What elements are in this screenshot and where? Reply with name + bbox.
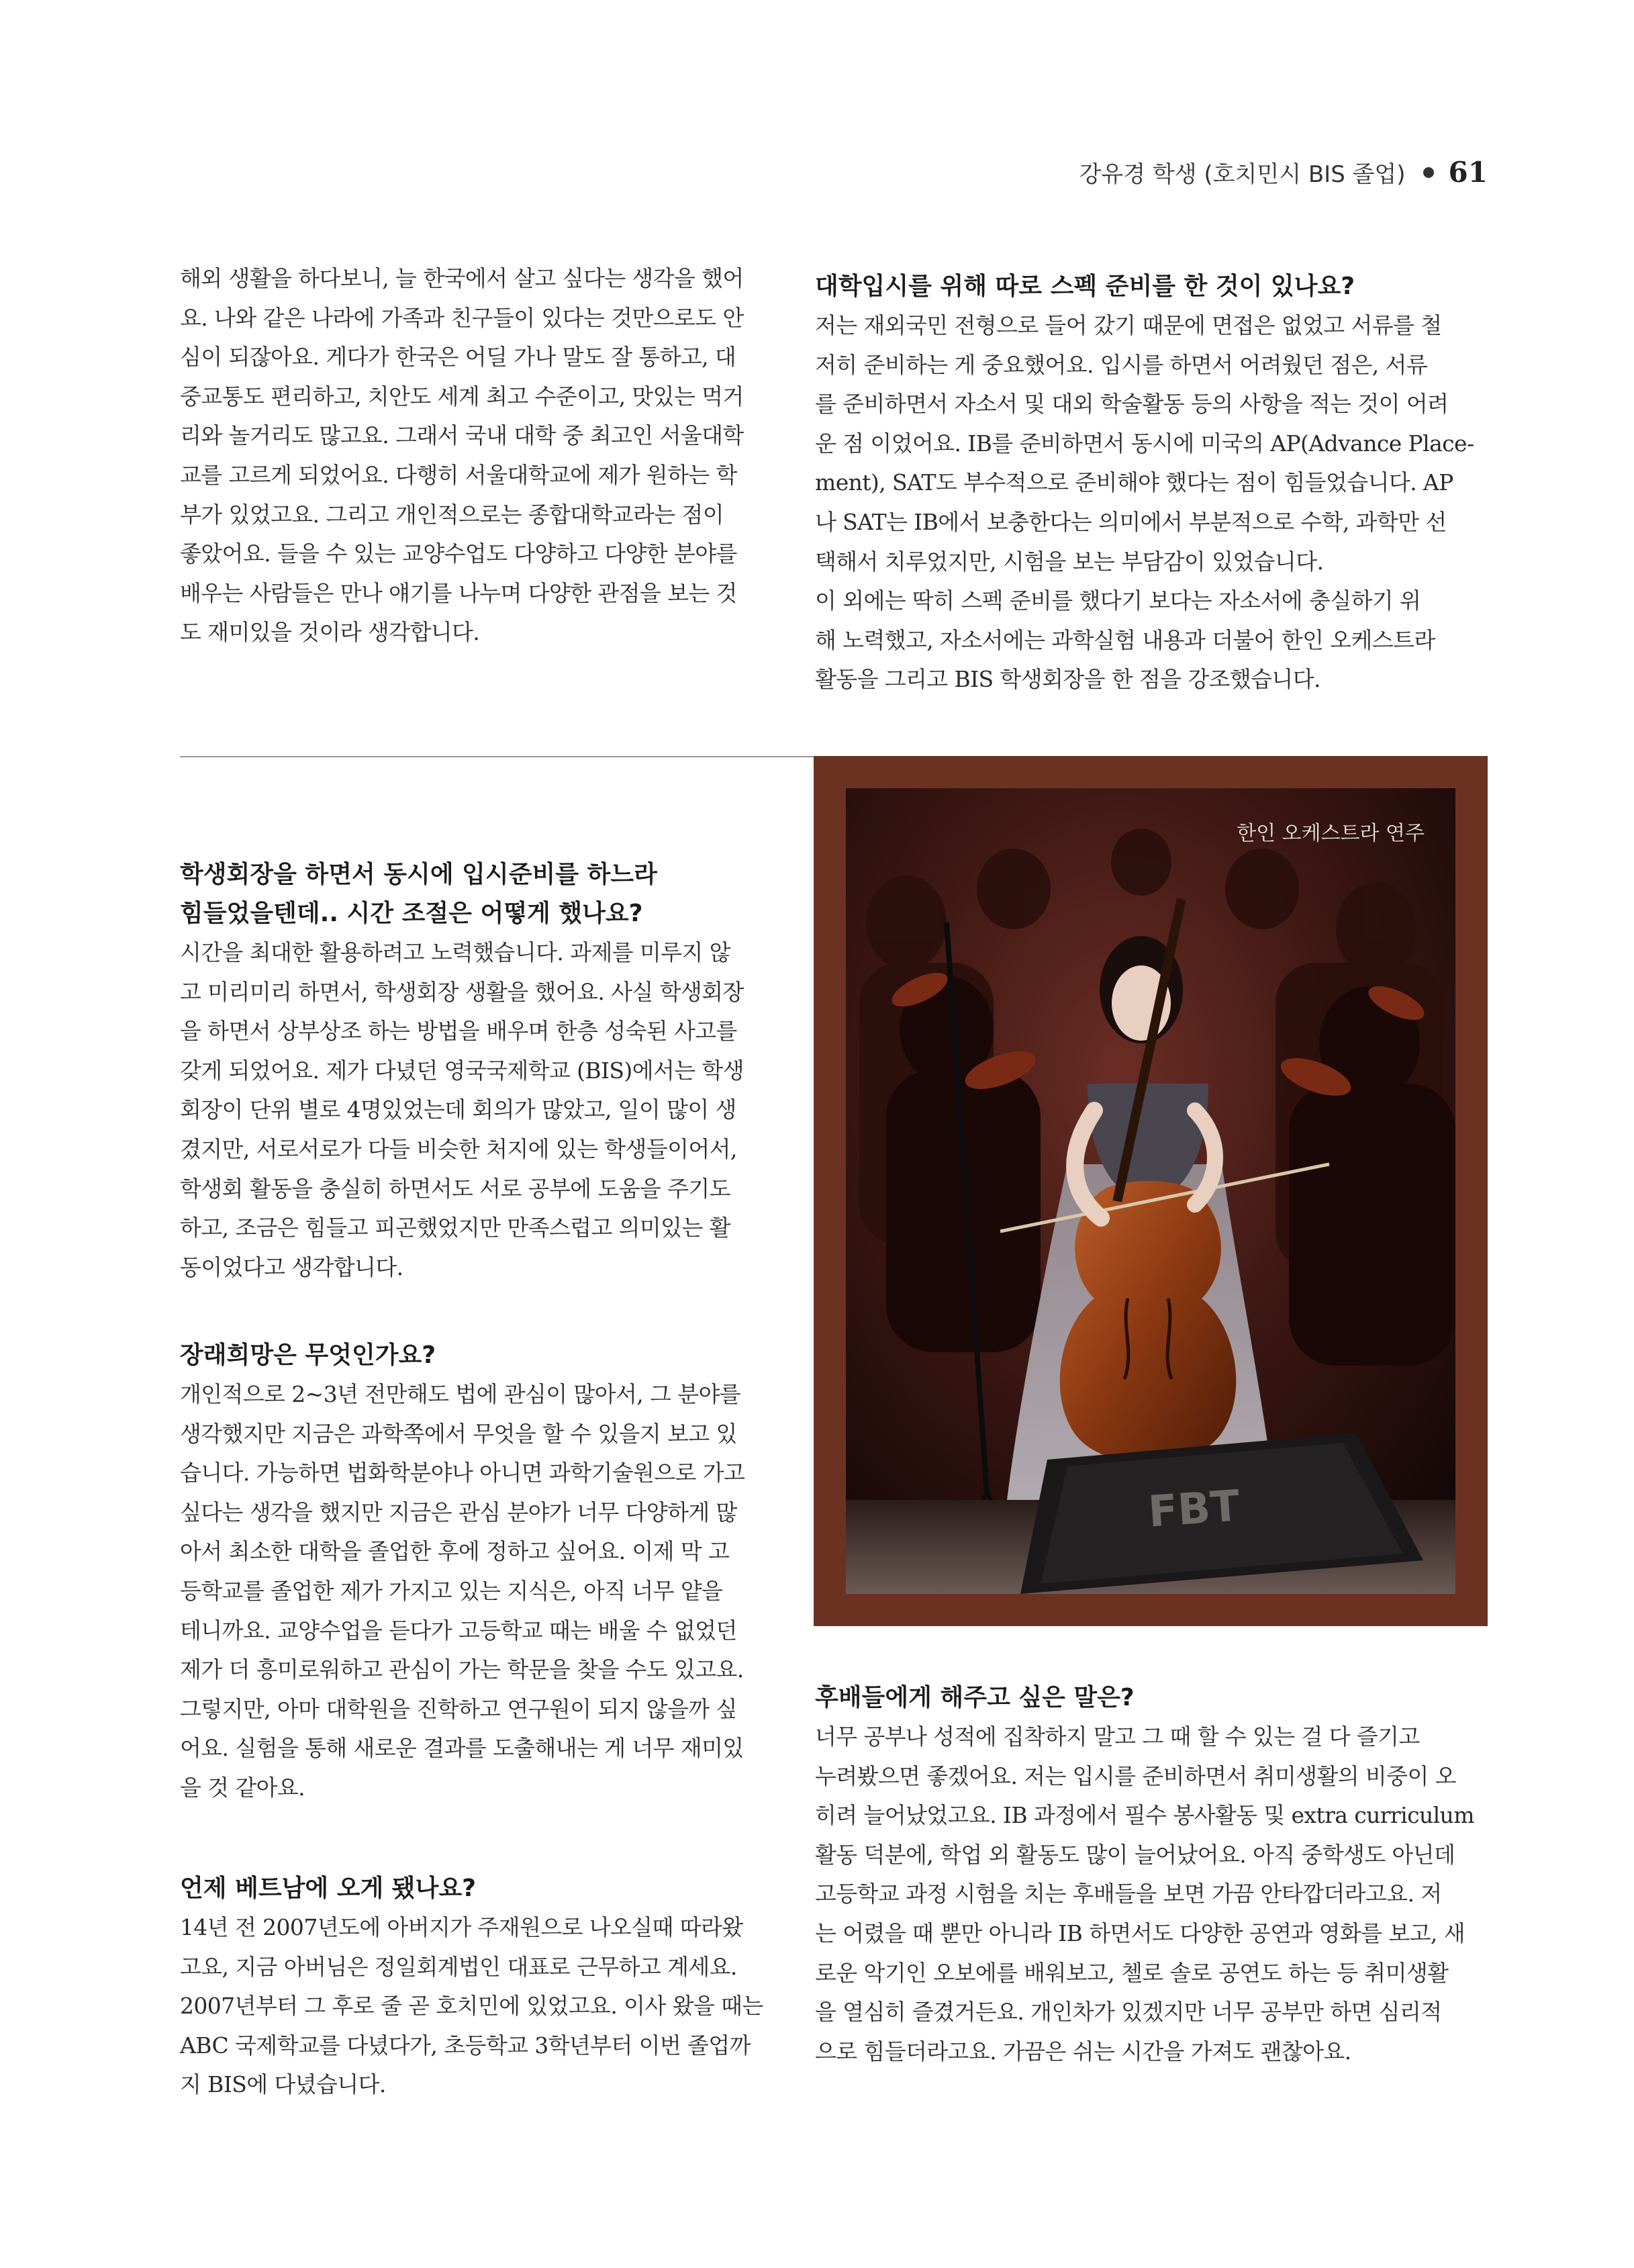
text-line: 2007년부터 그 후로 줄 곧 호치민에 있었고요. 이사 왔을 때는 [180,1993,763,2020]
text-line: 14년 전 2007년도에 아버지가 주재원으로 나오실때 따라왔 [180,1914,743,1940]
text-line: 겼지만, 서로서로가 다들 비슷한 처지에 있는 학생들이어서, [180,1135,737,1162]
text-line: 좋았어요. 들을 수 있는 교양수업도 다양하고 다양한 분야를 [180,540,737,567]
text-line: ment), SAT도 부수적으로 준비해야 했다는 점이 힘들었습니다. AP [815,469,1453,496]
answer-lines [815,1717,1488,2071]
speaker-brand-text: FBT [1147,1481,1242,1538]
intro-paragraph [180,259,771,653]
answer-lines [180,1908,771,2105]
text-line: 아서 최소한 대학을 졸업한 후에 정하고 싶어요. 이제 막 고 [180,1538,730,1565]
text-line: 습니다. 가능하면 법화학분야나 아니면 과학기술원으로 가고 [180,1460,745,1486]
text-line: 생각했지만 지금은 과학쪽에서 무엇을 할 수 있을지 보고 있 [180,1420,737,1447]
text-line: 저히 준비하는 게 중요했어요. 입시를 하면서 어려웠던 점은, 서류 [815,351,1428,378]
text-line: 이 외에는 딱히 스펙 준비를 했다기 보다는 자소서에 충실하기 위 [815,587,1421,614]
text-line: 리와 놀거리도 많고요. 그래서 국내 대학 중 최고인 서울대학 [180,422,744,449]
text-line: 부가 있었고요. 그리고 개인적으로는 종합대학교라는 점이 [180,501,724,528]
photo-caption: 한인 오케스트라 연주 [1237,822,1425,845]
text-line: 학생회 활동을 충실히 하면서도 서로 공부에 도움을 주기도 [180,1175,730,1202]
question-heading [180,855,771,933]
text-line: 활동을 그리고 BIS 학생회장을 한 점을 강조했습니다. [815,666,1320,693]
text-line: 해 노력했고, 자소서에는 과학실험 내용과 더불어 한인 오케스트라 [815,626,1435,653]
text-line: ABC 국제학교를 다녔다가, 초등학교 3학년부터 이번 졸업까 [180,2032,751,2059]
text-line: 히려 늘어났었고요. IB 과정에서 필수 봉사활동 및 extra curriculum [815,1802,1474,1829]
text-line: 제가 더 흥미로워하고 관심이 가는 학문을 찾을 수도 있고요. [180,1656,744,1683]
text-line: 고 미리미리 하면서, 학생회장 생활을 했어요. 사실 학생회장 [180,978,744,1005]
text-line: 으로 힘들더라고요. 가끔은 쉬는 시간을 가져도 괜찮아요. [815,2038,1351,2065]
text-line: 동이었다고 생각합니다. [180,1254,403,1280]
bullet-dot [1423,167,1434,178]
answer-lines [180,1375,771,1808]
text-line: 회장이 단위 별로 4명있었는데 회의가 많았고, 일이 많이 생 [180,1096,736,1123]
text-line: 하고, 조금은 힘들고 피곤했었지만 만족스럽고 의미있는 활 [180,1215,730,1241]
qa-came-to-vietnam [180,1869,771,2105]
text-line: 는 어렸을 때 뿐만 아니라 IB 하면서도 다양한 공연과 영화를 보고, 새 [815,1920,1465,1946]
qa-advice-juniors [815,1679,1488,2071]
text-line: 개인적으로 2~3년 전만해도 법에 관심이 많아서, 그 분야를 [180,1381,741,1407]
text-line: 도 재미있을 것이라 생각합니다. [180,619,480,646]
qa-student-council [180,855,771,1287]
text-line: 로운 악기인 오보에를 배워보고, 첼로 솔로 공연도 하는 등 취미생활 [815,1959,1449,1986]
text-line: 배우는 사람들은 만나 얘기를 나누며 다양한 관점을 보는 것 [180,579,737,606]
text-line: 시간을 최대한 활용하려고 노력했습니다. 과제를 미루지 않 [180,939,730,965]
text-line: 고등학교 과정 시험을 치는 후배들을 보면 가끔 안타깝더라고요. 저 [815,1881,1442,1907]
text-line: 중교통도 편리하고, 치안도 세계 최고 수준이고, 맛있는 먹거 [180,383,744,410]
text-line: 요. 나와 같은 나라에 가족과 친구들이 있다는 것만으로도 안 [180,304,744,331]
text-line: 어요. 실험을 통해 새로운 결과를 도출해내는 게 너무 재미있 [180,1735,744,1762]
text-line: 등학교를 졸업한 제가 가지고 있는 지식은, 아직 너무 얕을 [180,1577,723,1604]
running-title: 강유경 학생 (호치민시 BIS 졸업) [1079,161,1406,188]
text-line: 교를 고르게 되었어요. 다행히 서울대학교에 제가 원하는 학 [180,461,737,488]
question-heading: 후배들에게 해주고 싶은 말은? [815,1684,1135,1711]
text-line: 학생회장을 하면서 동시에 입시준비를 하느라 [180,861,657,888]
text-line: 나 SAT는 IB에서 보충한다는 의미에서 부분적으로 수학, 과학만 선 [815,508,1447,535]
photo-frame [814,756,1488,1626]
text-line: 운 점 이었어요. IB를 준비하면서 동시에 미국의 AP(Advance Place- [815,430,1474,457]
question-heading: 대학입시를 위해 따로 스펙 준비를 한 것이 있나요? [815,273,1355,300]
text-line: 을 열심히 즐겼거든요. 개인차가 있겠지만 너무 공부만 하면 심리적 [815,1999,1442,2026]
qa-spec-prep [815,267,1488,700]
text-line: 을 하면서 상부상조 하는 방법을 배우며 한층 성숙된 사고를 [180,1018,737,1045]
text-line: 누려봤으면 좋겠어요. 저는 입시를 준비하면서 취미생활의 비중이 오 [815,1762,1456,1789]
page-number: 61 [1448,156,1488,189]
text-line: 너무 공부나 성적에 집착하지 말고 그 때 할 수 있는 걸 다 즐기고 [815,1723,1420,1750]
intro-lines [180,259,771,653]
text-line: 를 준비하면서 자소서 및 대외 학술활동 등의 사항을 적는 것이 어려 [815,391,1449,418]
question-heading: 장래희망은 무엇인가요? [180,1341,436,1369]
text-line: 싶다는 생각을 했지만 지금은 관심 분야가 너무 다양하게 많 [180,1499,737,1525]
text-line: 택해서 치루었지만, 시험을 보는 부담감이 있었습니다. [815,548,1324,575]
text-line: 해외 생활을 하다보니, 늘 한국에서 살고 싶다는 생각을 했어 [180,265,744,291]
qa-future-hope [180,1336,771,1808]
answer-lines [815,306,1488,700]
text-line: 을 것 같아요. [180,1774,305,1801]
text-line: 지 BIS에 다녔습니다. [180,2071,386,2098]
answer-lines [180,933,771,1287]
text-line: 테니까요. 교양수업을 듣다가 고등학교 때는 배울 수 없었던 [180,1617,737,1644]
text-line: 심이 되잖아요. 게다가 한국은 어딜 가나 말도 잘 통하고, 대 [180,344,736,371]
running-header [1079,156,1488,189]
text-line: 활동 덕분에, 학업 외 활동도 많이 늘어났어요. 아직 중학생도 아닌데 [815,1841,1455,1868]
text-line: 저는 재외국민 전형으로 들어 갔기 때문에 면접은 없었고 서류를 철 [815,312,1442,338]
orchestra-photo [846,788,1455,1594]
text-line: 고요, 지금 아버님은 정일회계법인 대표로 근무하고 계세요. [180,1953,737,1980]
section-divider [180,756,815,757]
text-line: 갖게 되었어요. 제가 다녔던 영국국제학교 (BIS)에서는 학생 [180,1057,744,1084]
question-heading: 언제 베트남에 오게 됐나요? [180,1875,477,1902]
text-line: 그렇지만, 아마 대학원을 진학하고 연구원이 되지 않을까 싶 [180,1695,737,1722]
text-line: 힘들었을텐데.. 시간 조절은 어떻게 했나요? [180,900,643,927]
